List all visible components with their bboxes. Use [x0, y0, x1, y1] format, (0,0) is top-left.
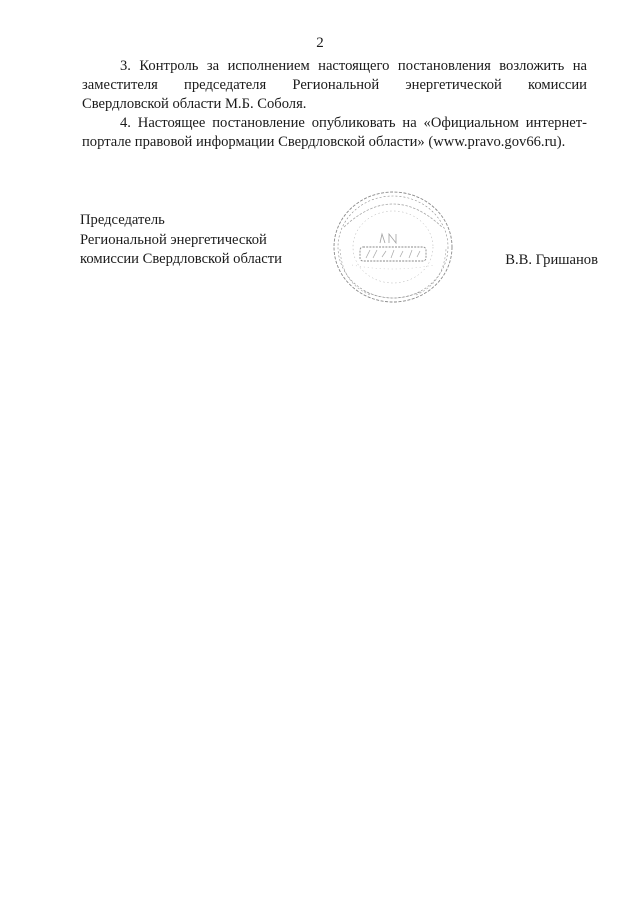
signature-title-line-3: комиссии Свердловской области	[80, 251, 282, 267]
signature-title-line-2: Региональной энергетической	[80, 231, 267, 248]
paragraph-4: 4. Настоящее постановление опубликовать на «Официальном интернет-портале правовой информации Свердловской области» (www.pravo.gov66.ru).	[82, 115, 587, 150]
paragraph-3: 3. Контроль за исполнением настоящего постановления возложить на заместителя председателя Региональной энергетической комиссии Свердловской области М.Б. Соболя.	[82, 58, 587, 112]
signer-name: В.В. Гришанов	[505, 252, 598, 268]
document-body	[82, 57, 587, 152]
signature-title-line-1: Председатель	[80, 212, 165, 228]
official-seal-icon	[330, 187, 456, 307]
page-number: 2	[316, 35, 324, 51]
signature-title-block	[80, 211, 282, 270]
